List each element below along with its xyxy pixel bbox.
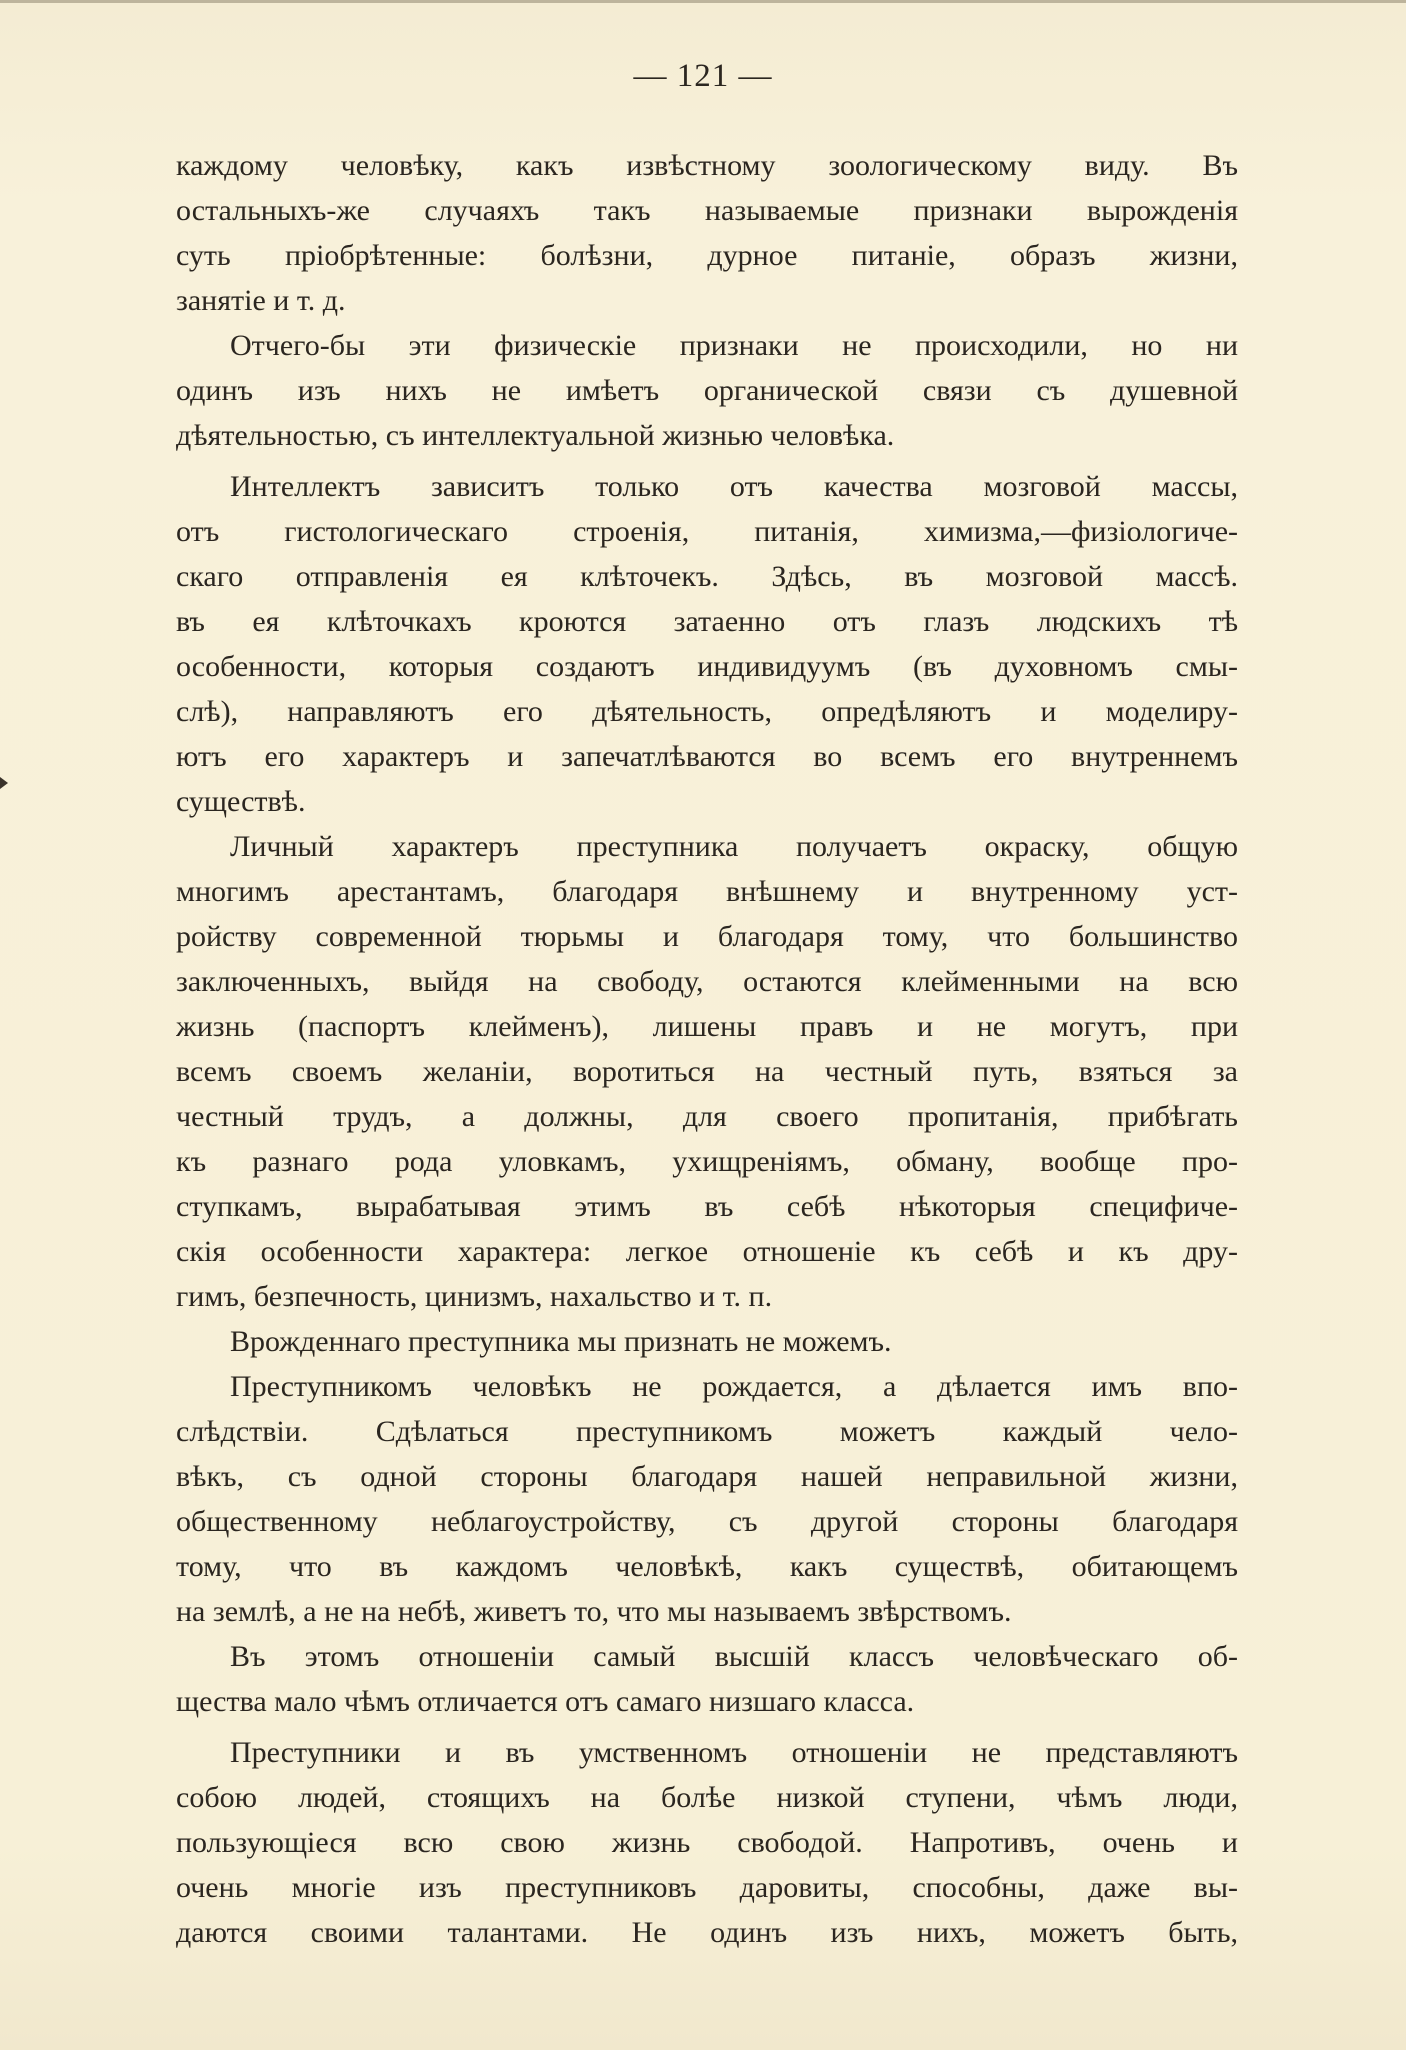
text-line: каждому человѣку, какъ извѣстному зоологическому виду. Въ (176, 149, 1238, 182)
text-line: въ ея клѣточкахъ кроются затаенно отъ глазъ людскихъ тѣ (176, 605, 1238, 638)
text-line: честный трудъ, а должны, для своего пропитанія, прибѣгать (176, 1100, 1238, 1133)
text-line: одинъ изъ нихъ не имѣетъ органической связи съ душевной (176, 374, 1238, 407)
text-line: занятіе и т. д. (176, 284, 346, 317)
text-line: дѣятельностью, съ интеллектуальной жизнью человѣка. (176, 419, 895, 452)
text-line: собою людей, стоящихъ на болѣе низкой ступени, чѣмъ люди, (176, 1781, 1238, 1814)
text-line: слѣ), направляютъ его дѣятельность, опредѣляютъ и моделиру- (176, 695, 1238, 728)
text-line: заключенныхъ, выйдя на свободу, остаются клейменными на всю (176, 965, 1238, 998)
page-number: — 121 — (633, 58, 773, 94)
text-line: Преступникомъ человѣкъ не рождается, а дѣлается имъ впо- (230, 1370, 1238, 1403)
body-text (176, 143, 1238, 1955)
margin-mark-icon (0, 777, 8, 789)
text-line: очень многіе изъ преступниковъ даровиты, способны, даже вы- (176, 1871, 1238, 1904)
text-line: суть пріобрѣтенные: болѣзни, дурное питаніе, образъ жизни, (176, 239, 1238, 272)
text-line: даются своими талантами. Не одинъ изъ нихъ, можетъ быть, (176, 1916, 1238, 1949)
text-line: тому, что въ каждомъ человѣкѣ, какъ существѣ, обитающемъ (176, 1550, 1238, 1583)
text-line: къ разнаго рода уловкамъ, ухищреніямъ, обману, вообще про- (176, 1145, 1238, 1178)
text-line: многимъ арестантамъ, благодаря внѣшнему и внутренному уст- (176, 875, 1238, 908)
text-line: Интеллектъ зависитъ только отъ качества мозговой массы, (230, 470, 1238, 503)
text-line: на землѣ, а не на небѣ, живетъ то, что мы называемъ звѣрствомъ. (176, 1595, 1012, 1628)
text-line: ройству современной тюрьмы и благодаря тому, что большинство (176, 920, 1238, 953)
text-line: жизнь (паспортъ клейменъ), лишены правъ и не могутъ, при (176, 1010, 1238, 1043)
text-line: особенности, которыя создаютъ индивидуумъ (въ духовномъ смы- (176, 650, 1238, 683)
text-line: остальныхъ-же случаяхъ такъ называемые признаки вырожденія (176, 194, 1238, 227)
text-line: Врожденнаго преступника мы признать не можемъ. (230, 1325, 892, 1358)
text-line: Въ этомъ отношеніи самый высшій классъ человѣческаго об- (230, 1640, 1238, 1673)
text-line: щества мало чѣмъ отличается отъ самаго низшаго класса. (176, 1685, 915, 1718)
text-line: пользующіеся всю свою жизнь свободой. Напротивъ, очень и (176, 1826, 1238, 1859)
text-line: Преступники и въ умственномъ отношеніи не представляютъ (230, 1736, 1238, 1769)
text-line: общественному неблагоустройству, съ другой стороны благодаря (176, 1505, 1238, 1538)
text-line: ютъ его характеръ и запечатлѣваются во всемъ его внутреннемъ (176, 740, 1238, 773)
text-line: существѣ. (176, 785, 306, 818)
text-line: вѣкъ, съ одной стороны благодаря нашей неправильной жизни, (176, 1460, 1238, 1493)
text-line: скія особенности характера: легкое отношеніе къ себѣ и къ дру- (176, 1235, 1238, 1268)
text-line: Отчего-бы эти физическіе признаки не происходили, но ни (230, 329, 1238, 362)
text-line: отъ гистологическаго строенія, питанія, химизма,—физіологиче- (176, 515, 1238, 548)
text-line: всемъ своемъ желаніи, воротиться на честный путь, взяться за (176, 1055, 1238, 1088)
text-line: гимъ, безпечность, цинизмъ, нахальство и т. п. (176, 1280, 773, 1313)
text-line: слѣдствіи. Сдѣлаться преступникомъ можетъ каждый чело- (176, 1415, 1238, 1448)
text-line: скаго отправленія ея клѣточекъ. Здѣсь, въ мозговой массѣ. (176, 560, 1238, 593)
text-line: ступкамъ, вырабатывая этимъ въ себѣ нѣкоторыя специфиче- (176, 1190, 1238, 1223)
text-line: Личный характеръ преступника получаетъ окраску, общую (230, 830, 1238, 863)
